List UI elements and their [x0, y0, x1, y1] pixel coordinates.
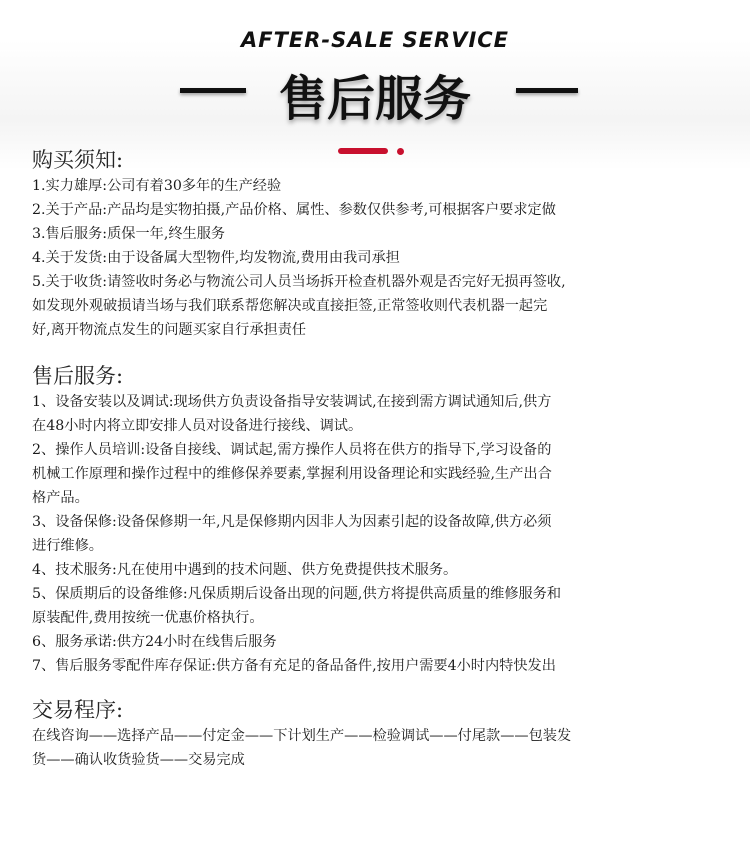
after-sale-section — [32, 362, 732, 678]
text-line: 1.实力雄厚:公司有着30多年的生产经验 — [32, 178, 282, 194]
text-line: 进行维修。 — [32, 538, 103, 554]
purchase-notice-title: 购买须知: — [32, 148, 124, 172]
after-sale-lines — [32, 390, 732, 678]
text-line: 5.关于收货:请签收时务必与物流公司人员当场拆开检查机器外观是否完好无损再签收, — [32, 274, 566, 290]
text-line: 5、保质期后的设备维修:凡保质期后设备出现的问题,供方将提供高质量的维修服务和 — [32, 586, 562, 602]
text-line: 4、技术服务:凡在使用中遇到的技术问题、供方免费提供技术服务。 — [32, 562, 458, 578]
text-line: 6、服务承诺:供方24小时在线售后服务 — [32, 634, 277, 650]
trade-process-title: 交易程序: — [32, 698, 124, 722]
text-line: 3、设备保修:设备保修期一年,凡是保修期内因非人为因素引起的设备故障,供方必须 — [32, 514, 552, 530]
text-line: 格产品。 — [32, 490, 89, 506]
trade-process-lines — [32, 724, 732, 772]
text-line: 货——确认收货验货——交易完成 — [32, 752, 245, 768]
english-title: AFTER-SALE SERVICE — [240, 28, 510, 52]
page-header — [0, 0, 750, 170]
text-line: 原装配件,费用按统一优惠价格执行。 — [32, 610, 264, 626]
title-dash-right — [516, 88, 578, 93]
text-line: 2.关于产品:产品均是实物拍摄,产品价格、属性、参数仅供参考,可根据客户要求定做 — [32, 202, 556, 218]
purchase-notice-section — [32, 146, 732, 342]
text-line: 在48小时内将立即安排人员对设备进行接线、调试。 — [32, 418, 363, 434]
text-line: 在线咨询——选择产品——付定金——下计划生产——检验调试——付尾款——包装发 — [32, 728, 572, 744]
text-line: 如发现外观破损请当场与我们联系帮您解决或直接拒签,正常签收则代表机器一起完 — [32, 298, 548, 314]
text-line: 3.售后服务:质保一年,终生服务 — [32, 226, 226, 242]
text-line: 7、售后服务零配件库存保证:供方备有充足的备品备件,按用户需要4小时内特快发出 — [32, 658, 556, 674]
after-sale-title: 售后服务: — [32, 364, 124, 388]
text-line: 机械工作原理和操作过程中的维修保养要素,掌握利用设备理论和实践经验,生产出合 — [32, 466, 552, 482]
chinese-title: 售后服务 — [278, 71, 471, 127]
purchase-notice-lines — [32, 174, 732, 342]
text-line: 1、设备安装以及调试:现场供方负责设备指导安装调试,在接到需方调试通知后,供方 — [32, 394, 552, 410]
text-line: 好,离开物流点发生的问题买家自行承担责任 — [32, 322, 307, 338]
text-line: 4.关于发货:由于设备属大型物件,均发物流,费用由我司承担 — [32, 250, 400, 266]
text-line: 2、操作人员培训:设备自接线、调试起,需方操作人员将在供方的指导下,学习设备的 — [32, 442, 552, 458]
trade-process-section — [32, 696, 732, 772]
